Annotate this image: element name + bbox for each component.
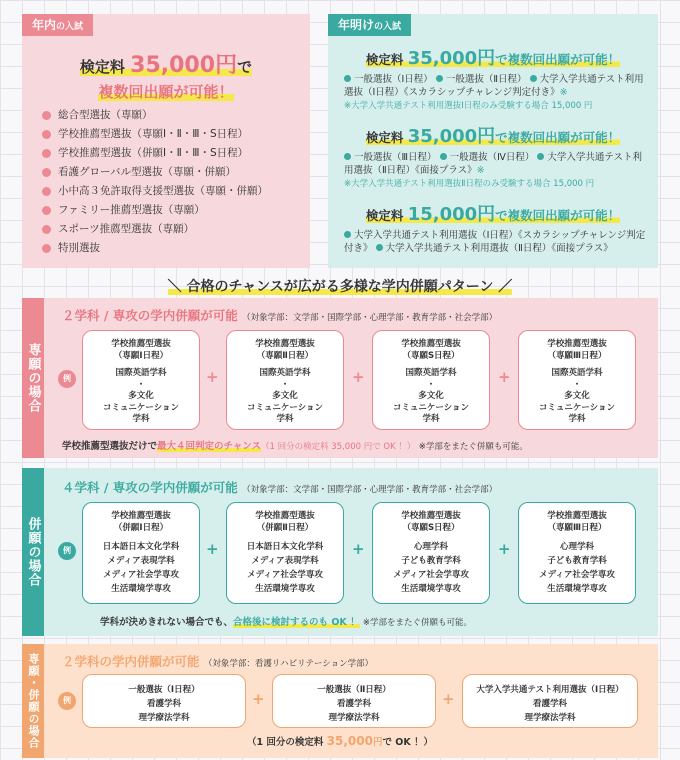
- card-head: 一般選抜（Ⅱ日程）: [317, 685, 391, 695]
- option-card: [82, 674, 246, 728]
- section-footnote: [22, 734, 658, 748]
- plus-icon: +: [352, 540, 365, 558]
- card-line: メディア社会学専攻: [539, 570, 615, 580]
- card-line: 生活環境学専攻: [547, 584, 607, 594]
- card-line: 多文化: [418, 391, 444, 401]
- example-badge: 例: [58, 370, 76, 388]
- card-line: 国際英語学科: [115, 368, 167, 378]
- card-head: 大学入学共通テスト利用選抜（Ⅰ日程）: [476, 685, 624, 695]
- nenake-tab: [328, 14, 411, 36]
- list-item: 大学入学共通テスト利用選抜（Ⅱ日程）《面接プラス》: [344, 152, 643, 176]
- list-item: 看護グローバル型選抜（専願・併願）: [42, 163, 268, 182]
- list-item: 一般選抜（Ⅱ日程）: [445, 74, 527, 85]
- nenake-tab-sub: の入試: [374, 22, 402, 32]
- bullet-icon: [537, 153, 544, 160]
- section-subtitle: （対象学部：文学部・国際学部・心理学部・教育学部・社会学部）: [242, 313, 498, 323]
- section-side-label: 併願の場合: [22, 468, 44, 636]
- list-item: 大学入学共通テスト利用選抜（Ⅰ日程）《スカラシップチャレンジ判定付き》: [344, 230, 646, 254]
- foot-amount: 35,000: [326, 734, 373, 748]
- bullet-icon: [376, 244, 383, 251]
- bullet-icon: [530, 75, 537, 82]
- list-item: 特別選抜: [42, 239, 268, 258]
- option-card: [518, 502, 636, 604]
- card-line: 心理学科: [413, 542, 448, 552]
- card-head: 学校推薦型選抜: [111, 339, 171, 349]
- nenai-fee-line2: 複数回出願が可能！: [98, 83, 234, 101]
- nenai-fee-amount: 35,000: [130, 53, 216, 78]
- option-card: [226, 502, 344, 604]
- section-subtitle: （対象学部：文学部・国際学部・心理学部・教育学部・社会学部）: [242, 485, 498, 495]
- section-side-label: 専願・併願の場合: [22, 644, 44, 758]
- example-badge: 例: [58, 542, 76, 560]
- list-item: 小中高３免許取得支援型選抜（専願・併願）: [42, 182, 268, 201]
- foot-note: ※学部をまたぐ併願も可能。: [418, 442, 528, 452]
- card-head: 学校推薦型選抜: [401, 511, 461, 521]
- fee-unit: 円: [477, 48, 496, 69]
- list-item: 学校推薦型選抜（併願Ⅰ・Ⅱ・Ⅲ・S日程）: [42, 144, 268, 163]
- foot-fee-note: （1 回分の検定料 35,000 円で OK ！）: [260, 442, 416, 452]
- nenai-list: [42, 106, 268, 258]
- section-heigan: [22, 468, 658, 636]
- card-line: 国際英語学科: [259, 368, 311, 378]
- card-line: 日本語日本文化学科: [246, 542, 324, 552]
- section-senngan-heigan: [22, 644, 658, 758]
- section-senngan: [22, 298, 658, 458]
- nenai-tab-main: 年内: [32, 18, 57, 32]
- card-term: （併願Ⅱ日程）: [256, 522, 314, 533]
- plus-icon: +: [352, 368, 365, 386]
- bullet-icon: [344, 231, 351, 238]
- card-line: 子ども教育学科: [547, 556, 607, 566]
- bullet-icon: [344, 153, 351, 160]
- card-line: 看護学科: [146, 699, 181, 709]
- block-note: ※大学入学共通テスト利用選抜Ⅱ日程のみ受験する場合 15,000 円: [344, 179, 595, 189]
- card-line: メディア表現学科: [251, 556, 319, 566]
- option-card: [372, 330, 490, 430]
- bullet-icon: [436, 75, 443, 82]
- fee-prefix: 検定料: [365, 130, 404, 145]
- card-line: コミュニケーション: [393, 402, 469, 413]
- foot-text: 学校推薦型選抜だけで: [62, 441, 158, 452]
- plus-icon: +: [498, 368, 511, 386]
- nenake-block-1: [328, 44, 658, 113]
- card-line: メディア社会学専攻: [393, 570, 469, 580]
- nenai-tab: [22, 14, 93, 36]
- card-line: 学科: [276, 414, 294, 424]
- nenake-block-3: [328, 200, 658, 255]
- nenai-fee-unit: 円: [215, 53, 238, 78]
- fee-prefix: 検定料: [365, 208, 404, 223]
- fee-unit: 円: [477, 126, 496, 147]
- option-card: [226, 330, 344, 430]
- nenai-fee-suffix: で: [237, 58, 253, 76]
- section-title-text: ２学科の学内併願が可能: [62, 654, 200, 669]
- section-footnote: [100, 614, 472, 628]
- fee-unit: 円: [477, 204, 496, 225]
- card-term: （併願Ⅰ日程）: [113, 522, 169, 533]
- plus-icon: +: [206, 368, 219, 386]
- foot-note: ※学部をまたぐ併願も可能。: [362, 618, 473, 628]
- foot-highlight: 最大４回判定のチャンス: [157, 441, 261, 452]
- option-card: [272, 674, 436, 728]
- option-card: [462, 674, 638, 728]
- card-line: 理学療法学科: [328, 713, 380, 723]
- option-card: [82, 502, 200, 604]
- card-line: 生活環境学専攻: [401, 584, 461, 594]
- card-term: （専願Ⅲ日程）: [547, 522, 607, 533]
- card-head: 一般選抜（Ⅰ日程）: [128, 685, 200, 695]
- card-line: 日本語日本文化学科: [102, 542, 180, 552]
- card-line: 看護学科: [532, 699, 567, 709]
- nenake-panel: [328, 14, 658, 268]
- fee-suffix: で複数回出願が可能！: [495, 208, 621, 223]
- patterns-heading-text: ＼ 合格のチャンスが広がる多様な学内併願パターン ／: [167, 279, 513, 295]
- card-line: ・: [426, 379, 436, 390]
- card-line: 学科: [568, 414, 586, 424]
- card-line: 国際英語学科: [405, 368, 457, 378]
- list-item: ファミリー推薦型選抜（専願）: [42, 201, 268, 220]
- card-line: 看護学科: [336, 699, 371, 709]
- card-head: 学校推薦型選抜: [401, 339, 461, 349]
- foot-highlight: 合格後に検討するのも OK ！: [233, 617, 360, 628]
- patterns-heading: [0, 276, 680, 296]
- foot-text: 学科が決めきれない場合でも、: [100, 617, 234, 628]
- card-head: 学校推薦型選抜: [547, 511, 607, 521]
- example-badge: 例: [58, 692, 76, 710]
- note-mark: ※: [559, 87, 568, 98]
- card-head: 学校推薦型選抜: [255, 339, 315, 349]
- list-item: 大学入学共通テスト利用選抜（Ⅱ日程）《面接プラス》: [385, 243, 613, 254]
- section-subtitle: （対象学部：看護リハビリテーション学部）: [203, 659, 374, 669]
- option-card: [82, 330, 200, 430]
- card-term: （専願Ⅲ日程）: [547, 350, 607, 361]
- list-item: 一般選抜（Ⅲ日程）: [354, 152, 437, 163]
- card-line: 多文化: [564, 391, 590, 401]
- card-term: （専願S日程）: [402, 522, 460, 533]
- card-line: 心理学科: [559, 542, 594, 552]
- nenai-panel: [22, 14, 310, 268]
- list-item: 総合型選抜（専願）: [42, 106, 268, 125]
- list-item: スポーツ推薦型選抜（専願）: [42, 220, 268, 239]
- section-title-text: ４学科 / 専攻の学内併願が可能: [62, 480, 238, 495]
- card-head: 学校推薦型選抜: [255, 511, 315, 521]
- foot-text-end: で OK ！）: [382, 737, 434, 748]
- card-line: ・: [572, 379, 582, 390]
- card-line: 学科: [422, 414, 440, 424]
- list-item: 一般選抜（Ⅰ日程）: [354, 74, 433, 85]
- block-note: ※大学入学共通テスト利用選抜Ⅰ日程のみ受験する場合 15,000 円: [344, 101, 593, 111]
- list-item: 学校推薦型選抜（専願Ⅰ・Ⅱ・Ⅲ・S日程）: [42, 125, 268, 144]
- card-line: ・: [136, 379, 146, 390]
- card-line: 理学療法学科: [138, 713, 190, 723]
- fee-amount: 35,000: [407, 126, 478, 147]
- list-item: 大学入学共通テスト利用選抜（Ⅰ日程）《スカラシップチャレンジ判定付き》: [344, 74, 644, 98]
- fee-prefix: 検定料: [365, 52, 404, 67]
- nenai-fee-prefix: 検定料: [79, 58, 125, 76]
- card-line: 多文化: [128, 391, 154, 401]
- card-term: （専願Ⅰ日程）: [113, 350, 169, 361]
- section-title-text: ２学科 / 専攻の学内併願が可能: [62, 308, 238, 323]
- card-term: （専願Ⅱ日程）: [256, 350, 314, 361]
- foot-text: （1 回分の検定料: [246, 737, 324, 748]
- section-title: [62, 306, 497, 324]
- foot-unit: 円: [372, 737, 383, 748]
- bullet-icon: [440, 153, 447, 160]
- card-head: 学校推薦型選抜: [547, 339, 607, 349]
- plus-icon: +: [252, 690, 265, 708]
- nenake-block-2: [328, 122, 658, 191]
- card-line: 国際英語学科: [551, 368, 603, 378]
- card-line: メディア社会学専攻: [247, 570, 323, 580]
- option-card: [518, 330, 636, 430]
- card-line: 理学療法学科: [524, 713, 576, 723]
- section-title: [62, 652, 373, 670]
- fee-amount: 15,000: [407, 204, 478, 225]
- card-line: メディア表現学科: [107, 556, 175, 566]
- option-card: [372, 502, 490, 604]
- card-line: コミュニケーション: [539, 402, 615, 413]
- card-line: 子ども教育学科: [401, 556, 461, 566]
- section-side-label: 専願の場合: [22, 298, 44, 458]
- note-mark: ※: [476, 165, 485, 176]
- plus-icon: +: [442, 690, 455, 708]
- plus-icon: +: [206, 540, 219, 558]
- card-line: コミュニケーション: [103, 402, 179, 413]
- card-line: 生活環境学専攻: [255, 584, 315, 594]
- section-title: [62, 478, 497, 496]
- nenake-tab-main: 年明け: [338, 18, 375, 32]
- bullet-icon: [344, 75, 351, 82]
- fee-suffix: で複数回出願が可能！: [495, 52, 621, 67]
- card-line: 生活環境学専攻: [111, 584, 171, 594]
- card-head: 学校推薦型選抜: [111, 511, 171, 521]
- card-term: （専願S日程）: [402, 350, 460, 361]
- fee-amount: 35,000: [407, 48, 478, 69]
- section-footnote: [62, 438, 528, 452]
- card-line: メディア社会学専攻: [103, 570, 179, 580]
- card-line: 多文化: [272, 391, 298, 401]
- plus-icon: +: [498, 540, 511, 558]
- card-line: コミュニケーション: [247, 402, 323, 413]
- card-line: 学科: [132, 414, 150, 424]
- card-line: ・: [280, 379, 290, 390]
- nenai-fee: [22, 48, 310, 102]
- fee-suffix: で複数回出願が可能！: [495, 130, 621, 145]
- nenai-tab-sub: の入試: [56, 22, 84, 32]
- list-item: 一般選抜（Ⅳ日程）: [449, 152, 535, 163]
